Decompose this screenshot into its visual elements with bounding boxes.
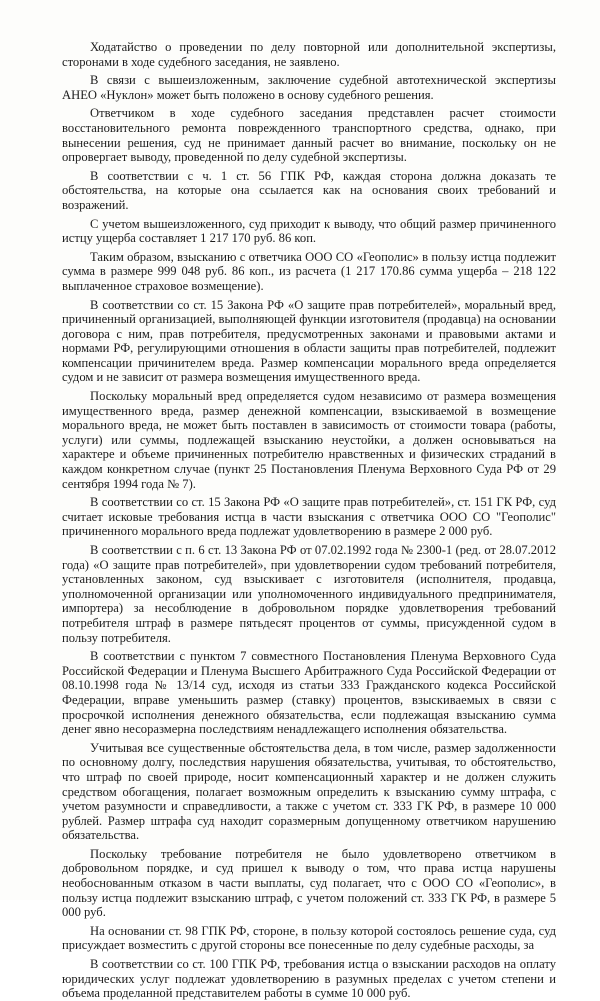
paragraph-amount-to-recover: Таким образом, взысканию с ответчика ООО СО «Геополис» в пользу истца подлежит сумма в размере 999 048 руб. 86 коп., из расчета (1 217 170.86 сумма ущерба – 218 122 выплаченное страховое возмещение).: [62, 249, 556, 293]
paragraph-total-damage: С учетом вышеизложенного, суд приходит к выводу, что общий размер причиненного истцу ущерба составляет 1 217 170 руб. 86 коп.: [62, 216, 556, 246]
paragraph-defendant-calculation: Ответчиком в ходе судебного заседания представлен расчет стоимости восстановительного ремонта поврежденного транспортного средства, однако, при вынесении решения, суд не принимает данный расчет во внимание, поскольку он не опровергает выводу, проведенной по делу судебной экспертизы.: [62, 106, 556, 165]
paragraph-art56-gpk: В соответствии с ч. 1 ст. 56 ГПК РФ, каждая сторона должна доказать те обстоятельства, на которые она ссылается как на основания своих требований и возражений.: [62, 168, 556, 212]
paragraph-penalty-law: В соответствии с п. 6 ст. 13 Закона РФ от 07.02.1992 года № 2300-1 (ред. от 28.07.2012 года) «О защите прав потребителей», при удовлетворении судом требований потребителя, установленных законом, суд взыскивает с изготовителя (исполнителя, продавца, уполномоченной организации или уполномоченного индивидуального предпринимателя, импортера) за несоблюдение в добровольном порядке удовлетворения требований потребителя штраф в размере пятьдесят процентов от суммы, присужденной судом в пользу потребителя.: [62, 543, 556, 645]
paragraph-plenum-resolution: В соответствии с пунктом 7 совместного Постановления Пленума Верховного Суда Российской Федерации и Пленума Высшего Арбитражного Суда Российской Федерации от 08.10.1998 года № 13/14 суд, исходя из статьи 333 Гражданского кодекса Российской Федерации, вправе уменьшить размер (ставку) процентов, взыскиваемых в связи с просрочкой исполнения денежного обязательства, если подлежащая взысканию сумма денег явно несоразмерна последствиям ненадлежащего исполнения обязательства.: [62, 649, 556, 737]
document-body: [62, 40, 556, 1001]
paragraph-legal-fees: В соответствии со ст. 100 ГПК РФ, требования истца о взыскании расходов на оплату юридических услуг подлежат удовлетворению в разумных пределах с учетом степени и объема проделанной представителем работы в сумме 10 000 руб.: [62, 957, 556, 1001]
paragraph-moral-damage-law: В соответствии со ст. 15 Закона РФ «О защите прав потребителей», моральный вред, причиненный организацией, выполняющей функции изготовителя (продавца) на основании договора с ним, прав потребителя, предусмотренных законами и правовыми актами и нормами РФ, регулирующими отношения в области защиты прав потребителей, подлежит компенсации причинителем вреда. Размер компенсации морального вреда определяется судом и не зависит от размера возмещения имущественного вреда.: [62, 297, 556, 385]
paragraph-penalty-award: Поскольку требование потребителя не было удовлетворено ответчиком в добровольном порядке, и суд пришел к выводу о том, что права истца нарушены необоснованным отказом в части выплаты, суд полагает, что с ООО СО «Геополис», в пользу истца подлежит взысканию штраф, с учетом положений ст. 333 ГК РФ, в размере 5 000 руб.: [62, 846, 556, 920]
paragraph-expert-conclusion: В связи с вышеизложенным, заключение судебной автотехнической экспертизы АНЕО «Нуклон» может быть положено в основу судебного решения.: [62, 73, 556, 102]
paragraph-moral-damage-assessment: Поскольку моральный вред определяется судом независимо от размера возмещения имущественного вреда, размер денежной компенсации, взыскиваемой в возмещение морального вреда, не может быть поставлен в зависимость от стоимости товара (работы, услуги) или суммы, подлежащей взысканию неустойки, а должен основываться на характере и объеме причиненных потребителю нравственных и физических страданий в каждом конкретном случае (пункт 25 Постановления Пленума Верховного Суда РФ от 29 сентября 1994 года № 7).: [62, 389, 556, 491]
paragraph-moral-damage-award: В соответствии со ст. 15 Закона РФ «О защите прав потребителей», ст. 151 ГК РФ, суд считает исковые требования истца в части взыскания с ответчика ООО СО "Геополис" причиненного морального вреда подлежат удовлетворению в размере 2 000 руб.: [62, 495, 556, 539]
paragraph-court-costs: На основании ст. 98 ГПК РФ, стороне, в пользу которой состоялось решение суда, суд присуждает возместить с другой стороны все понесенные по делу судебные расходы, за: [62, 923, 556, 953]
paragraph-penalty-reduction: Учитывая все существенные обстоятельства дела, в том числе, размер задолженности по основному долгу, последствия нарушения обязательства, учитывая, то обстоятельство, что штраф по своей природе, носит компенсационный характер и не должен служить средством обогащения, полагает возможным определить к взысканию сумму штрафа, с учетом разумности и справедливости, а также с учетом ст. 333 ГК РФ, в размере 10 000 рублей. Размер штрафа суд находит соразмерным допущенному ответчиком нарушению обязательства.: [62, 740, 556, 843]
paragraph-expertise-motion: Ходатайство о проведении по делу повторной или дополнительной экспертизы, сторонами в ходе судебного заседания, не заявлено.: [62, 40, 556, 69]
